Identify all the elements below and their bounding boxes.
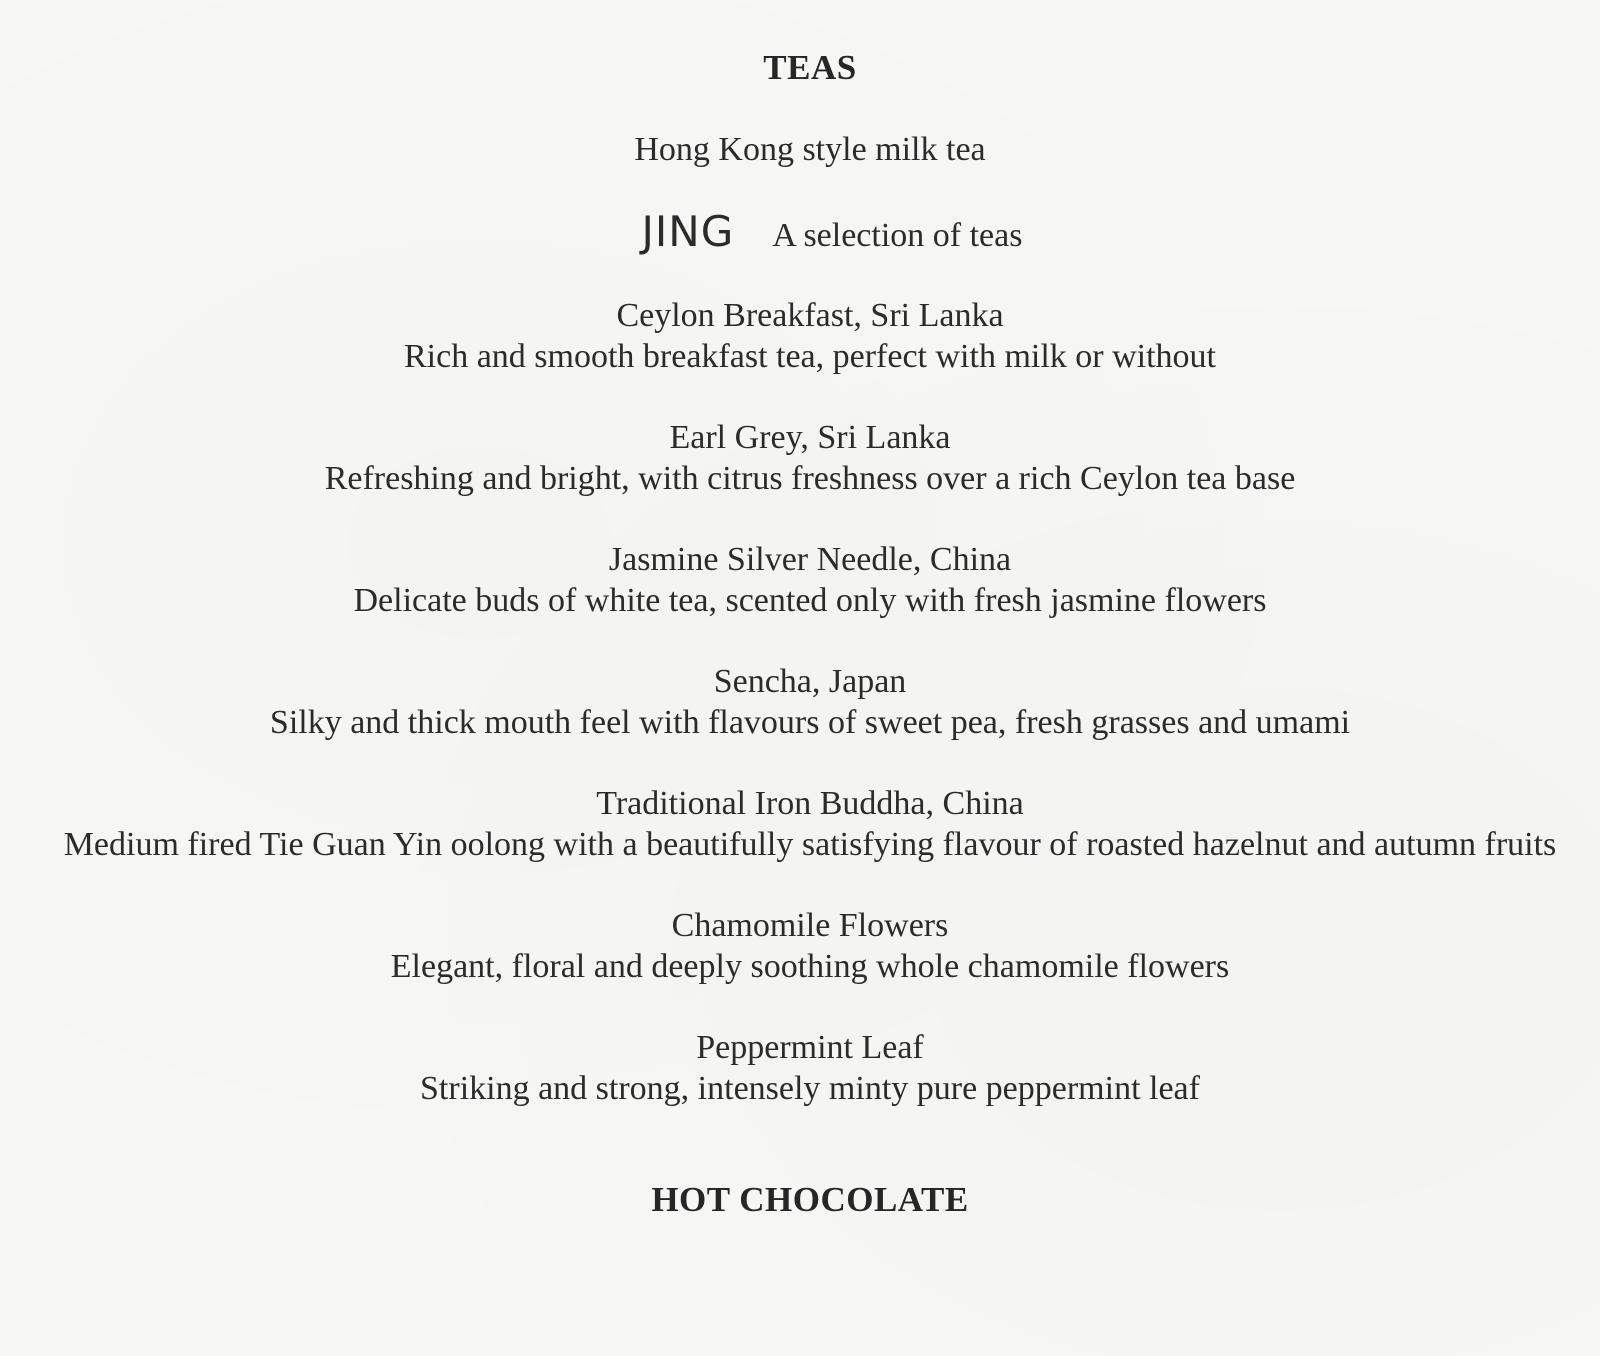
tea-description: Striking and strong, intensely minty pure peppermint leaf — [420, 1070, 1200, 1107]
tea-list — [0, 295, 1600, 1109]
tea-item — [0, 1027, 1600, 1109]
tea-item — [0, 661, 1600, 743]
tea-name: Earl Grey, Sri Lanka — [669, 419, 951, 456]
tea-description: Medium fired Tie Guan Yin oolong with a beautifully satisfying flavour of roasted hazelnut and autumn fruits — [63, 826, 1557, 863]
tea-description: Refreshing and bright, with citrus freshness over a rich Ceylon tea base — [324, 460, 1296, 497]
tea-name: Traditional Iron Buddha, China — [596, 785, 1024, 822]
tea-description: Rich and smooth breakfast tea, perfect with milk or without — [403, 338, 1216, 375]
menu-content — [0, 47, 1600, 1221]
tea-name: Jasmine Silver Needle, China — [608, 541, 1012, 578]
tea-description: Elegant, floral and deeply soothing whole chamomile flowers — [390, 948, 1230, 985]
jing-logo: JING — [641, 207, 735, 256]
tea-name: Chamomile Flowers — [671, 907, 949, 944]
tea-item — [0, 295, 1600, 377]
tea-name: Ceylon Breakfast, Sri Lanka — [616, 297, 1004, 334]
tea-item — [0, 417, 1600, 499]
tea-item — [0, 539, 1600, 621]
tea-name: Sencha, Japan — [713, 663, 907, 700]
tea-description: Silky and thick mouth feel with flavours of sweet pea, fresh grasses and umami — [269, 704, 1351, 741]
brand-row — [0, 209, 1600, 259]
tea-name: Peppermint Leaf — [696, 1029, 924, 1066]
tea-item — [0, 783, 1600, 865]
tea-item — [0, 905, 1600, 987]
tea-description: Delicate buds of white tea, scented only with fresh jasmine flowers — [353, 582, 1267, 619]
hot-chocolate-heading: HOT CHOCOLATE — [651, 1180, 969, 1219]
teas-heading: TEAS — [763, 48, 857, 87]
milk-tea-item: Hong Kong style milk tea — [634, 131, 986, 168]
brand-tagline: A selection of teas — [772, 217, 1023, 254]
